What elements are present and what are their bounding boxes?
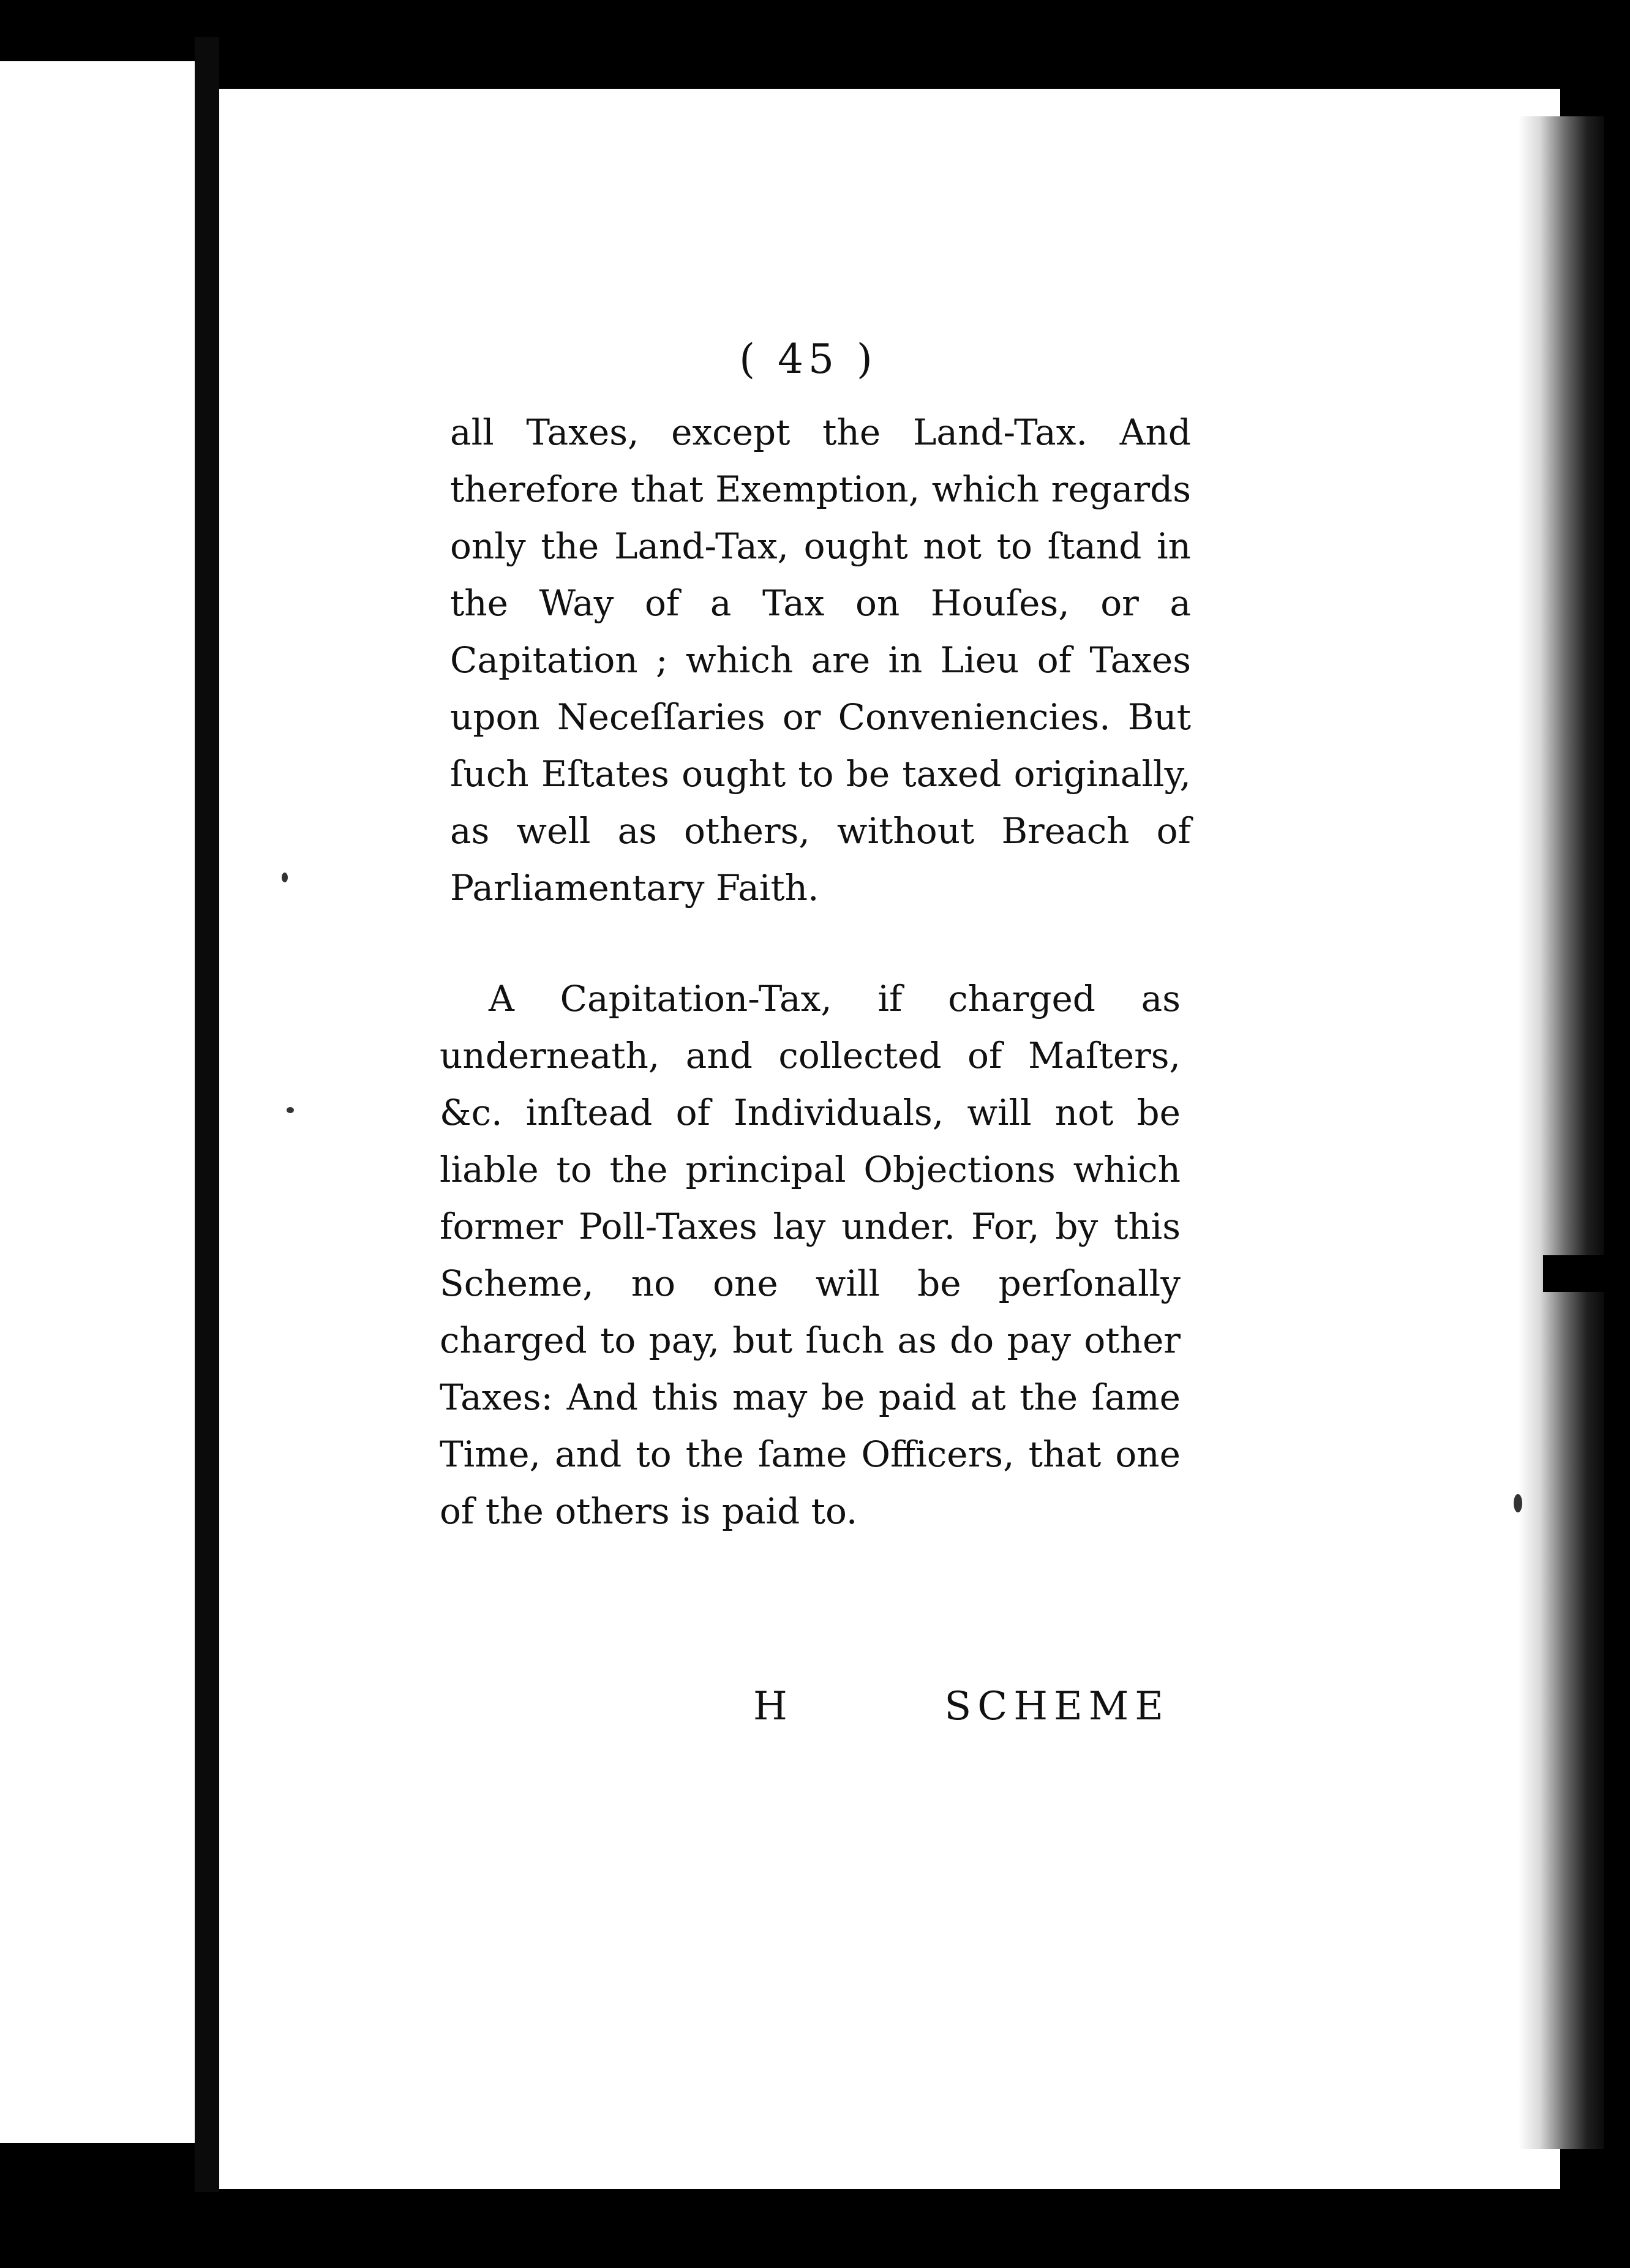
catchline — [753, 1684, 1170, 1733]
signature-mark: H — [753, 1684, 787, 1729]
ink-speck — [287, 1107, 294, 1113]
catchword: SCHEME — [944, 1684, 1170, 1729]
ink-speck — [1514, 1494, 1522, 1512]
book-gutter — [195, 37, 219, 2192]
page-number: ( 45 ) — [739, 336, 877, 383]
page-edge-shadow — [1519, 116, 1604, 2149]
paragraph-2: A Capitation-Tax, if charged as underneath, and collected of Maſters, &c. inſtead of Individuals, will not be liable to the principal Objections which former Poll-Taxes lay under. For, by this Scheme, no one will be perſonally charged to pay, but ſuch as do pay other Taxes: And this may be paid at the ſame Time, and to the ſame Officers, that one of the others is paid to. — [440, 978, 1181, 1532]
paragraph-1: all Taxes, except the Land-Tax. And therefore that Exemption, which regards only the Land-Tax, ought not to ſtand in the Way of a Tax on Houſes, or a Capitation ; which are in Lieu of Taxes upon Neceſſaries or Conveniencies. But ſuch Eſtates ought to be taxed originally, as well as others, without Breach of Parliamentary Faith. — [450, 411, 1191, 909]
left-facing-page — [0, 61, 195, 2143]
ink-speck — [282, 873, 288, 882]
page-edge-notch — [1543, 1255, 1604, 1292]
